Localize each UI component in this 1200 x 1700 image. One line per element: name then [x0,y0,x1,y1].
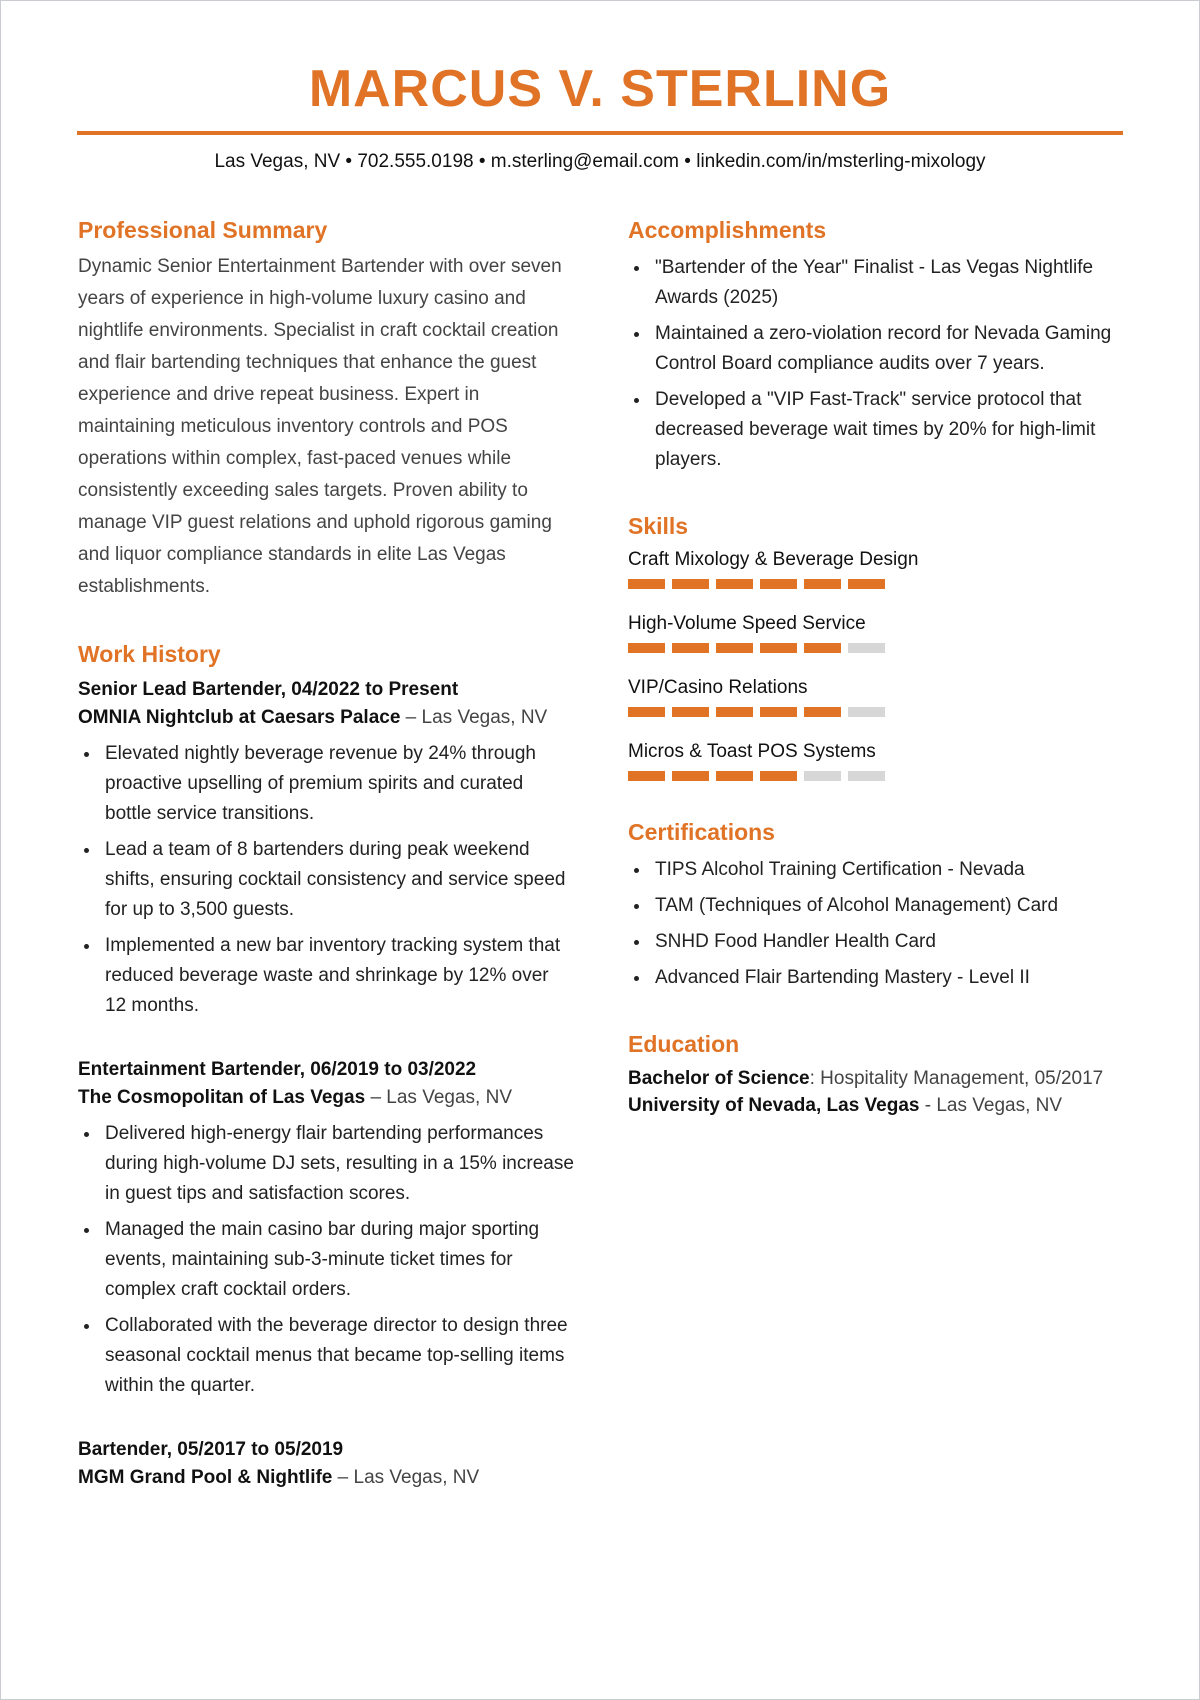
school-name: University of Nevada, Las Vegas [628,1095,920,1116]
job-bullet: Implemented a new bar inventory tracking system that reduced beverage waste and shrinkage by 12% over 12 months. [78,931,574,1021]
job-employer [78,705,574,731]
skill-segment-filled [716,707,753,717]
job-employer [78,1085,574,1111]
education-school [628,1092,1124,1119]
skill-segment-empty [848,707,885,717]
skill-segment-filled [760,771,797,781]
skill-segment-filled [716,771,753,781]
degree-name: Bachelor of Science [628,1068,810,1089]
work-history-heading: Work History [78,641,221,667]
employer-location: – Las Vegas, NV [400,707,548,728]
summary-heading: Professional Summary [78,217,328,243]
accomplishments-list [628,253,1124,475]
summary-text: Dynamic Senior Entertainment Bartender with over seven years of experience in high-volume luxury casino and nightlife environments. Specialist in craft cocktail creation and flair bartending techniques that enhance the guest experience and drive repeat business. Expert in maintaining meticulous inventory controls and POS operations within complex, fast-paced venues while consistently exceeding sales targets. Proven ability to manage VIP guest relations and uphold rigorous gaming and liquor compliance standards in elite Las Vegas establishments. [78,256,562,597]
skill-segment-filled [716,643,753,653]
skill-segment-filled [848,579,885,589]
skill-segment-filled [760,643,797,653]
certifications-list [628,855,1124,993]
skill-name: Micros & Toast POS Systems [628,741,876,762]
certification-item: Advanced Flair Bartending Mastery - Level II [628,963,1124,993]
accomplishments-section [628,215,1124,475]
employer-name: OMNIA Nightclub at Caesars Palace [78,707,401,728]
job-bullets [78,739,574,1021]
skill-name: VIP/Casino Relations [628,677,808,698]
employer-location: – Las Vegas, NV [332,1467,480,1488]
job-bullet: Collaborated with the beverage director to design three seasonal cocktail menus that became top-selling items within the quarter. [78,1311,574,1401]
skill-segment-empty [848,771,885,781]
resume-header [1,1,1199,175]
skill-segment-filled [672,579,709,589]
right-column [628,215,1124,1527]
skill-segment-filled [760,707,797,717]
skill-rating-bar [628,771,1124,781]
skill-segment-filled [804,643,841,653]
job-bullet: Lead a team of 8 bartenders during peak weekend shifts, ensuring cocktail consistency and service speed for up to 3,500 guests. [78,835,574,925]
job-entry [78,675,574,1021]
degree-field: : Hospitality Management, 05/2017 [809,1068,1104,1089]
accomplishments-heading: Accomplishments [628,217,827,243]
skill-segment-filled [672,707,709,717]
certifications-section [628,817,1124,993]
skill-segment-filled [672,771,709,781]
skill-item [628,611,1124,653]
job-bullets [78,1119,574,1401]
skill-segment-filled [804,579,841,589]
skill-segment-filled [628,707,665,717]
accomplishment-item: "Bartender of the Year" Finalist - Las Vegas Nightlife Awards (2025) [628,253,1124,313]
certification-item: SNHD Food Handler Health Card [628,927,1124,957]
left-column [78,215,574,1527]
job-entry [78,1055,574,1401]
candidate-name: MARCUS V. STERLING [308,60,892,118]
job-entry [78,1435,574,1491]
skill-rating-bar [628,707,1124,717]
school-location: - Las Vegas, NV [919,1095,1063,1116]
skills-section [628,511,1124,781]
skill-segment-filled [760,579,797,589]
certification-item: TAM (Techniques of Alcohol Management) Card [628,891,1124,921]
job-bullet: Delivered high-energy flair bartending performances during high-volume DJ sets, resulting in a 15% increase in guest tips and satisfaction scores. [78,1119,574,1209]
accomplishment-item: Maintained a zero-violation record for Nevada Gaming Control Board compliance audits over 7 years. [628,319,1124,379]
skill-rating-bar [628,643,1124,653]
employer-location: – Las Vegas, NV [365,1087,512,1108]
summary-section [78,215,574,603]
skill-segment-filled [672,643,709,653]
header-divider [77,131,1123,135]
job-bullet: Elevated nightly beverage revenue by 24% through proactive upselling of premium spirits and curated bottle service transitions. [78,739,574,829]
skill-segment-filled [804,707,841,717]
education-degree [628,1065,1124,1092]
skill-segment-filled [628,579,665,589]
certifications-heading: Certifications [628,819,775,845]
job-title: Entertainment Bartender, 06/2019 to 03/2022 [78,1059,477,1080]
employer-name: MGM Grand Pool & Nightlife [78,1467,333,1488]
resume-columns [78,215,1124,1527]
certification-item: TIPS Alcohol Training Certification - Nevada [628,855,1124,885]
contact-line: Las Vegas, NV • 702.555.0198 • m.sterling@email.com • linkedin.com/in/msterling-mixology [214,151,986,172]
education-heading: Education [628,1031,740,1057]
skill-item [628,739,1124,781]
skill-name: Craft Mixology & Beverage Design [628,549,919,570]
skill-item [628,675,1124,717]
job-employer [78,1465,574,1491]
skill-segment-empty [848,643,885,653]
job-bullet: Managed the main casino bar during major sporting events, maintaining sub-3-minute ticket times for complex craft cocktail orders. [78,1215,574,1305]
job-title: Senior Lead Bartender, 04/2022 to Present [78,679,459,700]
education-section [628,1029,1124,1119]
skills-heading: Skills [628,513,689,539]
accomplishment-item: Developed a "VIP Fast-Track" service protocol that decreased beverage wait times by 20% for high-limit players. [628,385,1124,475]
skill-rating-bar [628,579,1124,589]
skill-segment-empty [804,771,841,781]
skill-name: High-Volume Speed Service [628,613,866,634]
work-history-section [78,639,574,1491]
skill-segment-filled [716,579,753,589]
employer-name: The Cosmopolitan of Las Vegas [78,1087,366,1108]
skill-item [628,547,1124,589]
skill-segment-filled [628,771,665,781]
skill-segment-filled [628,643,665,653]
job-title: Bartender, 05/2017 to 05/2019 [78,1439,344,1460]
